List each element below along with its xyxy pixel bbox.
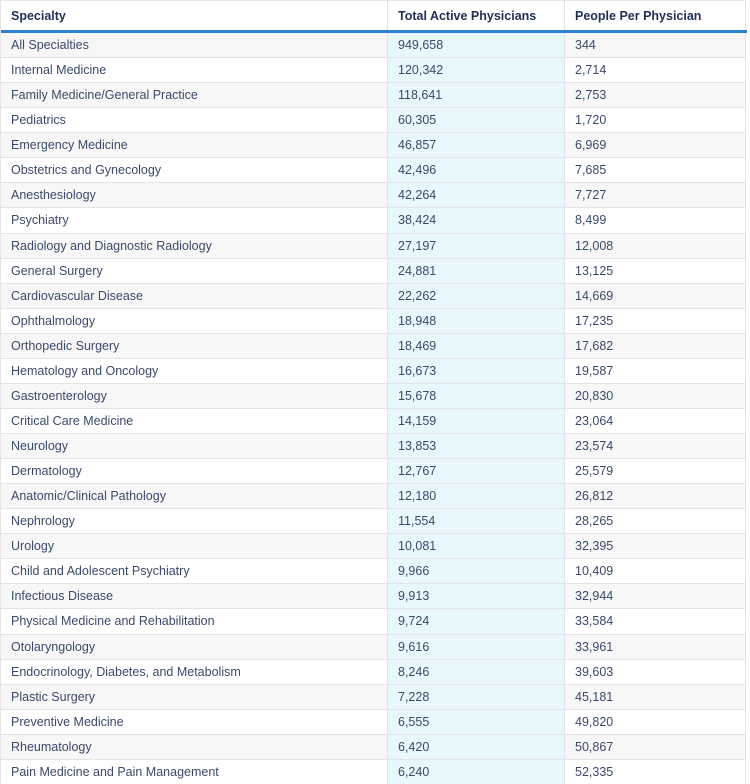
specialty-cell: Obstetrics and Gynecology [1,158,388,183]
people-per-physician-cell: 8,499 [565,208,745,233]
total-active-physicians-cell: 10,081 [388,534,565,559]
total-active-physicians-cell: 118,641 [388,83,565,108]
total-active-physicians-cell: 11,554 [388,509,565,534]
specialty-cell: Pediatrics [1,108,388,133]
total-active-physicians-cell: 42,496 [388,158,565,183]
total-active-physicians-cell: 9,724 [388,609,565,634]
table-row [1,660,745,685]
people-per-physician-cell: 2,714 [565,58,745,83]
specialty-cell: Cardiovascular Disease [1,284,388,309]
table-row [1,685,745,710]
people-per-physician-cell: 23,064 [565,409,745,434]
total-active-physicians-cell: 18,948 [388,309,565,334]
people-per-physician-cell: 25,579 [565,459,745,484]
table-row [1,459,745,484]
table-row [1,58,745,83]
table-row [1,434,745,459]
specialty-cell: Psychiatry [1,208,388,233]
people-per-physician-cell: 33,961 [565,635,745,660]
total-active-physicians-cell: 18,469 [388,334,565,359]
total-active-physicians-cell: 13,853 [388,434,565,459]
specialty-cell: Neurology [1,434,388,459]
table-row [1,183,745,208]
total-active-physicians-cell: 14,159 [388,409,565,434]
total-active-physicians-cell: 9,913 [388,584,565,609]
table-row [1,359,745,384]
table-row [1,534,745,559]
people-per-physician-cell: 39,603 [565,660,745,685]
total-active-physicians-cell: 7,228 [388,685,565,710]
people-per-physician-cell: 7,685 [565,158,745,183]
total-active-physicians-cell: 27,197 [388,234,565,259]
column-header-specialty: Specialty [1,1,388,30]
total-active-physicians-cell: 6,555 [388,710,565,735]
specialty-cell: Infectious Disease [1,584,388,609]
specialty-cell: Internal Medicine [1,58,388,83]
people-per-physician-cell: 7,727 [565,183,745,208]
people-per-physician-cell: 52,335 [565,760,745,784]
people-per-physician-cell: 23,574 [565,434,745,459]
table-row [1,384,745,409]
total-active-physicians-cell: 12,180 [388,484,565,509]
total-active-physicians-cell: 46,857 [388,133,565,158]
table-row [1,108,745,133]
people-per-physician-cell: 32,944 [565,584,745,609]
specialty-cell: Rheumatology [1,735,388,760]
people-per-physician-cell: 1,720 [565,108,745,133]
total-active-physicians-cell: 9,616 [388,635,565,660]
specialty-cell: Physical Medicine and Rehabilitation [1,609,388,634]
specialty-cell: All Specialties [1,33,388,58]
specialty-cell: Anatomic/Clinical Pathology [1,484,388,509]
total-active-physicians-cell: 9,966 [388,559,565,584]
specialty-cell: Nephrology [1,509,388,534]
table-row [1,484,745,509]
specialty-cell: Child and Adolescent Psychiatry [1,559,388,584]
people-per-physician-cell: 12,008 [565,234,745,259]
total-active-physicians-cell: 24,881 [388,259,565,284]
specialty-cell: Gastroenterology [1,384,388,409]
people-per-physician-cell: 17,235 [565,309,745,334]
total-active-physicians-cell: 15,678 [388,384,565,409]
table-row [1,509,745,534]
table-row [1,259,745,284]
people-per-physician-cell: 6,969 [565,133,745,158]
table-row [1,710,745,735]
total-active-physicians-cell: 949,658 [388,33,565,58]
table-row [1,133,745,158]
total-active-physicians-cell: 16,673 [388,359,565,384]
specialty-cell: Ophthalmology [1,309,388,334]
table-row [1,234,745,259]
table-row [1,208,745,233]
table-header-row [1,1,745,30]
table-row [1,559,745,584]
specialty-cell: Emergency Medicine [1,133,388,158]
people-per-physician-cell: 2,753 [565,83,745,108]
people-per-physician-cell: 33,584 [565,609,745,634]
people-per-physician-cell: 17,682 [565,334,745,359]
specialty-cell: Radiology and Diagnostic Radiology [1,234,388,259]
specialty-cell: Family Medicine/General Practice [1,83,388,108]
table-row [1,635,745,660]
table-row [1,158,745,183]
table-row [1,284,745,309]
specialty-cell: Hematology and Oncology [1,359,388,384]
people-per-physician-cell: 344 [565,33,745,58]
table-row [1,609,745,634]
table-row [1,735,745,760]
specialty-cell: Critical Care Medicine [1,409,388,434]
people-per-physician-cell: 45,181 [565,685,745,710]
specialty-cell: Dermatology [1,459,388,484]
specialty-cell: Pain Medicine and Pain Management [1,760,388,784]
people-per-physician-cell: 13,125 [565,259,745,284]
people-per-physician-cell: 14,669 [565,284,745,309]
table-row [1,334,745,359]
total-active-physicians-cell: 6,420 [388,735,565,760]
people-per-physician-cell: 49,820 [565,710,745,735]
specialty-cell: Plastic Surgery [1,685,388,710]
specialty-cell: Orthopedic Surgery [1,334,388,359]
specialty-cell: Anesthesiology [1,183,388,208]
total-active-physicians-cell: 6,240 [388,760,565,784]
total-active-physicians-cell: 60,305 [388,108,565,133]
total-active-physicians-cell: 22,262 [388,284,565,309]
people-per-physician-cell: 50,867 [565,735,745,760]
people-per-physician-cell: 32,395 [565,534,745,559]
specialty-cell: Preventive Medicine [1,710,388,735]
table-body [1,33,745,784]
table-row [1,33,745,58]
table-row [1,584,745,609]
column-header-total-active-physicians: Total Active Physicians [388,1,565,30]
people-per-physician-cell: 28,265 [565,509,745,534]
specialty-cell: Endocrinology, Diabetes, and Metabolism [1,660,388,685]
total-active-physicians-cell: 42,264 [388,183,565,208]
people-per-physician-cell: 10,409 [565,559,745,584]
table-row [1,760,745,784]
people-per-physician-cell: 26,812 [565,484,745,509]
specialty-cell: Urology [1,534,388,559]
total-active-physicians-cell: 38,424 [388,208,565,233]
specialty-cell: General Surgery [1,259,388,284]
specialty-cell: Otolaryngology [1,635,388,660]
total-active-physicians-cell: 8,246 [388,660,565,685]
people-per-physician-cell: 20,830 [565,384,745,409]
table-row [1,83,745,108]
people-per-physician-cell: 19,587 [565,359,745,384]
total-active-physicians-cell: 12,767 [388,459,565,484]
column-header-people-per-physician: People Per Physician [565,1,745,30]
total-active-physicians-cell: 120,342 [388,58,565,83]
table-row [1,409,745,434]
table-row [1,309,745,334]
